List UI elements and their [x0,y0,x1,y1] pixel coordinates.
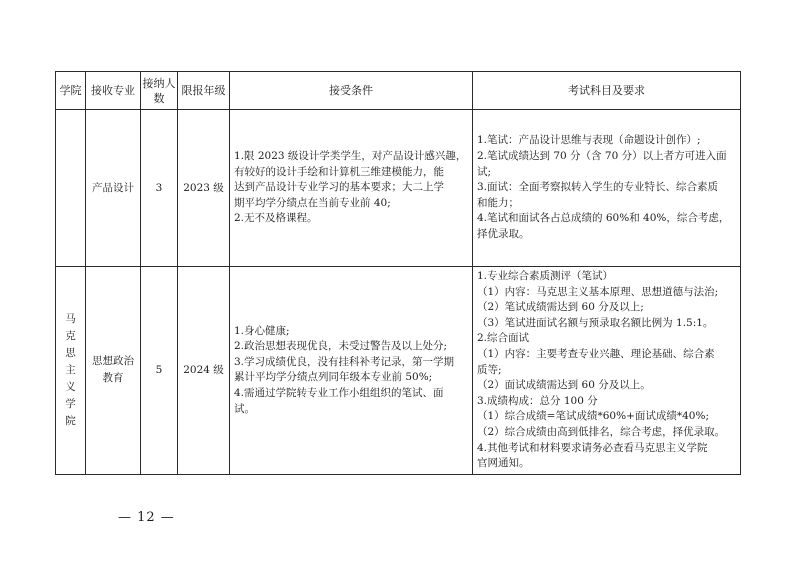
exam-line: 试; [477,165,492,178]
condition-line: 2.政治思想表现优良，未受过警告及以上处分; [234,340,448,353]
condition-line: 2.无不及格课程。 [234,212,318,225]
condition-line: 达到产品设计专业学习的基本要求；大二上学 [234,181,444,194]
exam-line: 2.综合面试 [477,332,530,345]
cell-conditions [230,110,473,267]
exam-line: 择优录取。 [477,227,530,240]
condition-line: 3.学习成绩优良，没有挂科补考记录，第一学期 [234,355,455,368]
header-conditions: 接受条件 [230,72,473,110]
cell-quota: 3 [141,110,178,267]
condition-line: 有较好的设计手绘和计算机三维建模能力，能 [234,165,444,178]
condition-line: 1.身心健康; [234,324,290,337]
exam-line: 1.笔试：产品设计思维与表现（命题设计创作）; [477,134,701,147]
header-exam: 考试科目及要求 [473,72,741,110]
condition-line: 累计平均学分绩点列同年级本专业前 50%; [234,371,433,384]
cell-major: 思想政治教育 [86,267,141,475]
condition-line: 1.限 2023 级设计学类学生，对产品设计感兴趣， [234,150,467,163]
condition-line: 试。 [234,402,255,415]
exam-line: 4.笔试和面试各占总成绩的 60%和 40%，综合考虑， [477,212,730,225]
exam-line: 1.专业综合素质测评（笔试） [477,270,614,282]
exam-line: 4.其他考试和材料要求请务必查看马克思主义学院 [477,441,708,454]
table-row [56,110,741,267]
header-major: 接收专业 [86,72,141,110]
header-quota: 接纳人数 [141,72,178,110]
cell-college-empty [56,110,86,267]
exam-line: （2）笔试成绩需达到 60 分及以上; [477,301,644,314]
page-number: — 12 — [118,510,175,525]
cell-exam [473,110,741,267]
cell-exam [473,267,741,475]
cell-grade: 2024 级 [178,267,230,475]
transfer-admission-table [55,71,741,475]
exam-line: 和能力； [477,196,519,209]
header-college: 学院 [56,72,86,110]
condition-line: 期平均学分绩点在当前专业前 40; [234,196,391,209]
cell-grade: 2023 级 [178,110,230,267]
exam-line: （2）面试成绩需达到 60 分及以上。 [477,379,651,392]
cell-major: 产品设计 [86,110,141,267]
table-header-row [56,72,741,110]
exam-line: 官网通知。 [477,457,530,470]
cell-college: 马克思主义学院 [56,267,86,475]
exam-line: （3）笔试进面试名额与预录取名额比例为 1.5:1。 [477,316,714,329]
exam-line: （1）内容：马克思主义基本原理、思想道德与法治; [477,285,719,298]
table-row [56,267,741,475]
condition-line: 4.需通过学院转专业工作小组组织的笔试、面 [234,386,444,399]
cell-quota: 5 [141,267,178,475]
exam-line: （1）内容：主要考查专业兴趣、理论基础、综合素 [477,347,715,360]
header-grade: 限报年级 [178,72,230,110]
exam-line: 质等; [477,363,502,376]
cell-conditions [230,267,473,475]
exam-line: 2.笔试成绩达到 70 分（含 70 分）以上者方可进入面 [477,150,727,163]
exam-line: （1）综合成绩=笔试成绩*60%+面试成绩*40%; [477,410,709,423]
exam-line: 3.成绩构成：总分 100 分 [477,394,598,407]
exam-line: （2）综合成绩由高到低排名，综合考虑，择优录取。 [477,425,726,438]
exam-line: 3.面试：全面考察拟转入学生的专业特长、综合素质 [477,181,719,194]
